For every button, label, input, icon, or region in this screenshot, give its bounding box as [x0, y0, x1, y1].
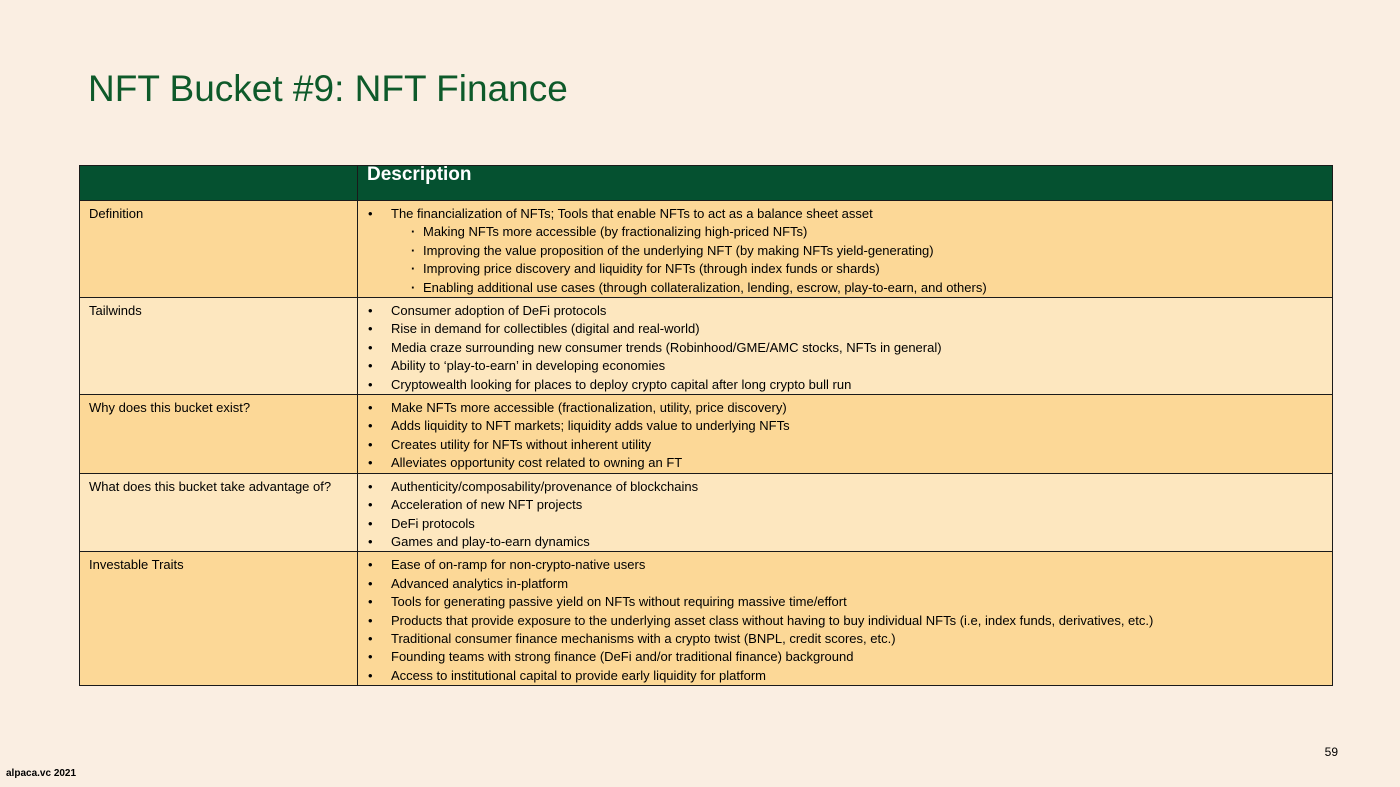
bullet-list [367, 399, 1324, 473]
bullet-text: Ability to ‘play-to-earn’ in developing economies [391, 358, 666, 374]
bullet-text: Access to institutional capital to provide early liquidity for platform [391, 667, 767, 683]
bullet-text: Traditional consumer finance mechanisms with a crypto twist (BNPL, credit scores, etc.) [391, 630, 896, 646]
row-label: What does this bucket take advantage of? [80, 473, 358, 552]
page-number: 59 [1324, 745, 1338, 759]
row-label: Why does this bucket exist? [80, 395, 358, 474]
table-row [80, 298, 1333, 395]
table-body [80, 201, 1333, 686]
table-row [80, 201, 1333, 298]
sub-bullet-list [391, 223, 1324, 297]
bullet-item [367, 496, 1324, 514]
bullet-text: Authenticity/composability/provenance of blockchains [391, 478, 699, 494]
slide-title: NFT Bucket #9: NFT Finance [88, 68, 568, 109]
bullet-text: Tools for generating passive yield on NFTs without requiring massive time/effort [391, 594, 847, 610]
bullet-item [367, 556, 1324, 574]
bullet-item [367, 417, 1324, 435]
row-description [358, 201, 1333, 298]
sub-bullet-item: · Improving the value proposition of the underlying NFT (by making NFTs yield-generating) [399, 242, 1324, 260]
bullet-item [367, 339, 1324, 357]
row-description [358, 473, 1333, 552]
bullet-text: DeFi protocols [391, 515, 475, 531]
bullet-item [367, 399, 1324, 417]
row-label: Definition [80, 201, 358, 298]
bullet-item [367, 667, 1324, 685]
bullet-list [367, 478, 1324, 552]
bullet-text: Make NFTs more accessible (fractionalization, utility, price discovery) [391, 400, 787, 416]
sub-bullet-item: · Improving price discovery and liquidity for NFTs (through index funds or shards) [399, 260, 1324, 278]
bullet-text: Acceleration of new NFT projects [391, 497, 583, 513]
bullet-item [367, 436, 1324, 454]
footer-credit: alpaca.vc 2021 [6, 768, 77, 779]
bullet-item [367, 515, 1324, 533]
bullet-item [367, 302, 1324, 320]
bucket-table [79, 165, 1333, 686]
bullet-item [367, 533, 1324, 551]
bullet-text: Ease of on-ramp for non-crypto-native users [391, 557, 646, 573]
bullet-text: Creates utility for NFTs without inherent utility [391, 436, 652, 452]
bullet-text: Games and play-to-earn dynamics [391, 533, 590, 549]
bullet-item [367, 630, 1324, 648]
bullet-text: Cryptowealth looking for places to deploy crypto capital after long crypto bull run [391, 376, 852, 392]
bullet-list [367, 205, 1324, 297]
row-label: Investable Traits [80, 552, 358, 686]
bullet-text: Founding teams with strong finance (DeFi and/or traditional finance) background [391, 649, 854, 665]
bullet-text: Rise in demand for collectibles (digital and real-world) [391, 321, 700, 337]
bullet-text: Alleviates opportunity cost related to owning an FT [391, 455, 683, 471]
bullet-item [367, 320, 1324, 338]
table-row [80, 395, 1333, 474]
bullet-item [367, 612, 1324, 630]
row-description [358, 298, 1333, 395]
bullet-item [367, 205, 1324, 297]
table-header-row [80, 166, 1333, 201]
bullet-item [367, 357, 1324, 375]
bullet-item [367, 575, 1324, 593]
bullet-item [367, 648, 1324, 666]
bullet-text: The financialization of NFTs; Tools that enable NFTs to act as a balance sheet asset [391, 206, 873, 221]
sub-bullet-item: · Making NFTs more accessible (by fractionalizing high-priced NFTs) [399, 223, 1324, 241]
bullet-item [367, 593, 1324, 611]
header-empty-cell [80, 166, 358, 201]
bullet-text: Advanced analytics in-platform [391, 575, 569, 591]
table-row [80, 473, 1333, 552]
row-description [358, 552, 1333, 686]
bullet-item [367, 454, 1324, 472]
bullet-list [367, 556, 1324, 685]
bullet-list [367, 302, 1324, 394]
bullet-text: Consumer adoption of DeFi protocols [391, 303, 607, 319]
table-row [80, 552, 1333, 686]
bullet-text: Adds liquidity to NFT markets; liquidity adds value to underlying NFTs [391, 418, 790, 434]
bullet-item [367, 376, 1324, 394]
sub-bullet-item: · Enabling additional use cases (through collateralization, lending, escrow, play-to-earn, and others) [399, 279, 1324, 297]
row-description [358, 395, 1333, 474]
bullet-text: Media craze surrounding new consumer trends (Robinhood/GME/AMC stocks, NFTs in general) [391, 339, 942, 355]
row-label: Tailwinds [80, 298, 358, 395]
header-description: Description [358, 166, 1333, 201]
bullet-item [367, 478, 1324, 496]
bullet-text: Products that provide exposure to the underlying asset class without having to buy individual NFTs (i.e, index funds, derivatives, etc.) [391, 612, 1154, 628]
